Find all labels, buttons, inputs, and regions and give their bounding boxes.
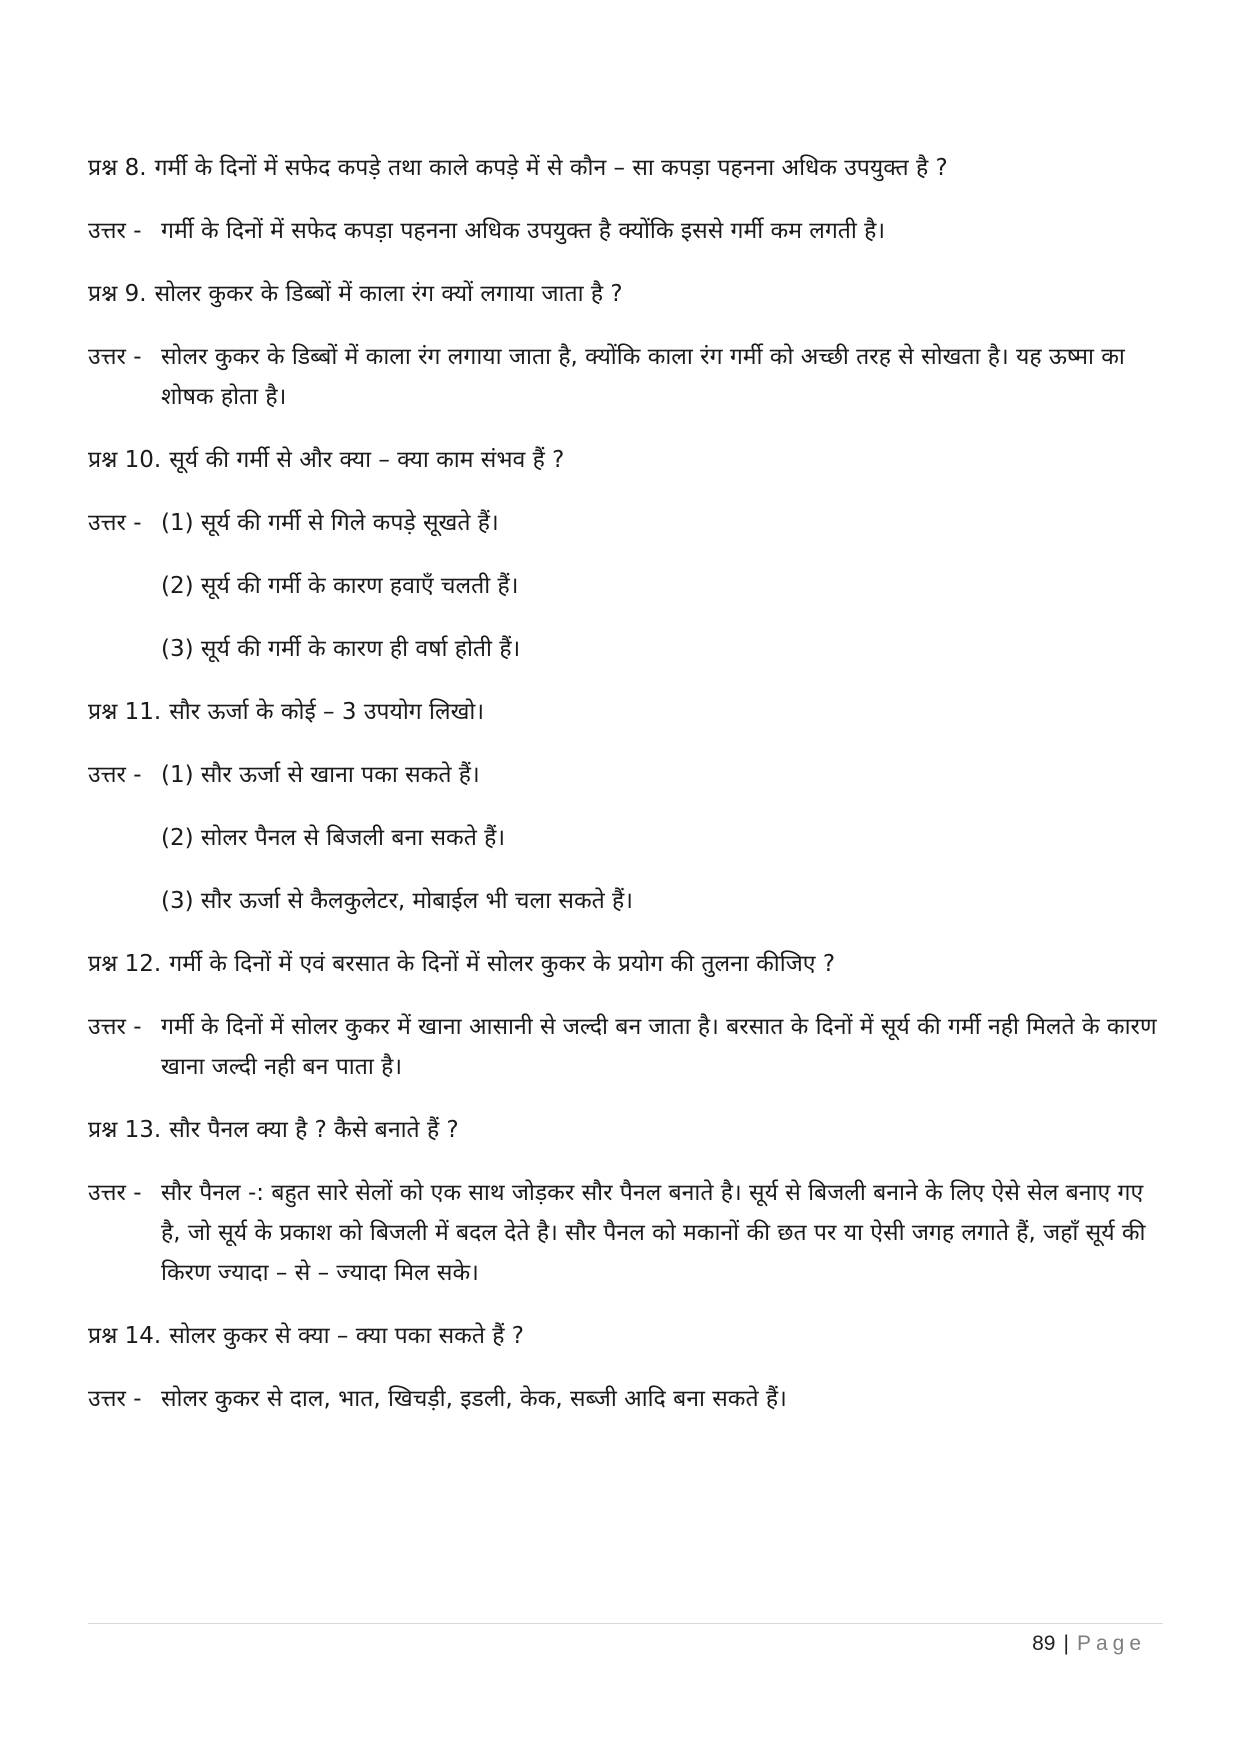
- question-label: प्रश्न 14.: [88, 1323, 162, 1349]
- answer-11: [88, 755, 1163, 921]
- answer-8: [88, 211, 1163, 251]
- answer-text: गर्मी के दिनों में सोलर कुकर में खाना आसानी से जल्दी बन जाता है। बरसात के दिनों में सूर्य की गर्मी नही मिलते के कारण खाना जल्दी नही बन पाता है।: [161, 1014, 1157, 1080]
- question-10: [88, 440, 1163, 480]
- answer-label: उत्तर -: [88, 510, 142, 536]
- answer-text: सोलर कुकर के डिब्बों में काला रंग लगाया जाता है, क्योंकि काला रंग गर्मी को अच्छी तरह से सोखता है। यह ऊष्मा का शोषक होता है।: [161, 344, 1125, 410]
- answer-text: गर्मी के दिनों में सफेद कपड़ा पहनना अधिक उपयुक्त है क्योंकि इससे गर्मी कम लगती है।: [161, 218, 886, 244]
- question-text: सोलर कुकर के डिब्बों में काला रंग क्यों लगाया जाता है ?: [154, 281, 623, 307]
- question-label: प्रश्न 12.: [88, 951, 162, 977]
- answer-list-item: (1) सूर्य की गर्मी से गिले कपड़े सूखते हैं।: [161, 510, 499, 536]
- page-word: Page: [1076, 1632, 1146, 1655]
- answer-9: [88, 337, 1163, 417]
- answer-12: [88, 1007, 1163, 1087]
- question-text: गर्मी के दिनों में सफेद कपड़े तथा काले कपड़े में से कौन – सा कपड़ा पहनना अधिक उपयुक्त है ?: [154, 155, 948, 181]
- answer-list-item: (2) सोलर पैनल से बिजली बना सकते हैं।: [161, 825, 506, 851]
- answer-13: [88, 1173, 1163, 1293]
- answer-10: [88, 503, 1163, 669]
- answer-label: उत्तर -: [88, 762, 142, 788]
- question-8: [88, 148, 1163, 188]
- answer-list-item: (3) सूर्य की गर्मी के कारण ही वर्षा होती हैं।: [161, 636, 521, 662]
- answer-list: [161, 755, 1163, 921]
- question-label: प्रश्न 11.: [88, 699, 162, 725]
- question-label: प्रश्न 8.: [88, 155, 147, 181]
- question-text: सौर ऊर्जा के कोई – 3 उपयोग लिखो।: [169, 699, 485, 725]
- page-footer: [1032, 1632, 1146, 1656]
- answer-list: [161, 503, 1163, 669]
- question-text: सूर्य की गर्मी से और क्या – क्या काम संभव हैं ?: [169, 447, 565, 473]
- question-11: [88, 692, 1163, 732]
- footer-separator: |: [1063, 1632, 1069, 1655]
- question-text: गर्मी के दिनों में एवं बरसात के दिनों में सोलर कुकर के प्रयोग की तुलना कीजिए ?: [169, 951, 836, 977]
- question-label: प्रश्न 9.: [88, 281, 147, 307]
- question-text: सौर पैनल क्या है ? कैसे बनाते हैं ?: [169, 1117, 459, 1143]
- answer-label: उत्तर -: [88, 218, 142, 244]
- answer-text: सौर पैनल -: बहुत सारे सेलों को एक साथ जोड़कर सौर पैनल बनाते है। सूर्य से बिजली बनाने के लिए ऐसे सेल बनाए गए है, जो सूर्य के प्रकाश को बिजली में बदल देते है। सौर पैनल को मकानों की छत पर या ऐसी जगह लगाते हैं, जहाँ सूर्य की किरण ज्यादा – से – ज्यादा मिल सके।: [161, 1180, 1146, 1286]
- answer-14: [88, 1379, 1163, 1419]
- footer-divider: [88, 1623, 1163, 1624]
- answer-list-item: (1) सौर ऊर्जा से खाना पका सकते हैं।: [161, 762, 480, 788]
- answer-list-item: (3) सौर ऊर्जा से कैलकुलेटर, मोबाईल भी चला सकते हैं।: [161, 888, 633, 914]
- question-9: [88, 274, 1163, 314]
- answer-list-item: (2) सूर्य की गर्मी के कारण हवाएँ चलती हैं।: [161, 573, 519, 599]
- answer-label: उत्तर -: [88, 344, 142, 370]
- answer-label: उत्तर -: [88, 1386, 142, 1412]
- document-body: [88, 148, 1163, 1442]
- question-13: [88, 1110, 1163, 1150]
- answer-label: उत्तर -: [88, 1014, 142, 1040]
- question-14: [88, 1316, 1163, 1356]
- answer-text: सोलर कुकर से दाल, भात, खिचड़ी, इडली, केक, सब्जी आदि बना सकते हैं।: [161, 1386, 787, 1412]
- answer-label: उत्तर -: [88, 1180, 142, 1206]
- page-number: 89: [1032, 1632, 1056, 1655]
- question-label: प्रश्न 13.: [88, 1117, 162, 1143]
- question-label: प्रश्न 10.: [88, 447, 162, 473]
- question-text: सोलर कुकर से क्या – क्या पका सकते हैं ?: [169, 1323, 524, 1349]
- question-12: [88, 944, 1163, 984]
